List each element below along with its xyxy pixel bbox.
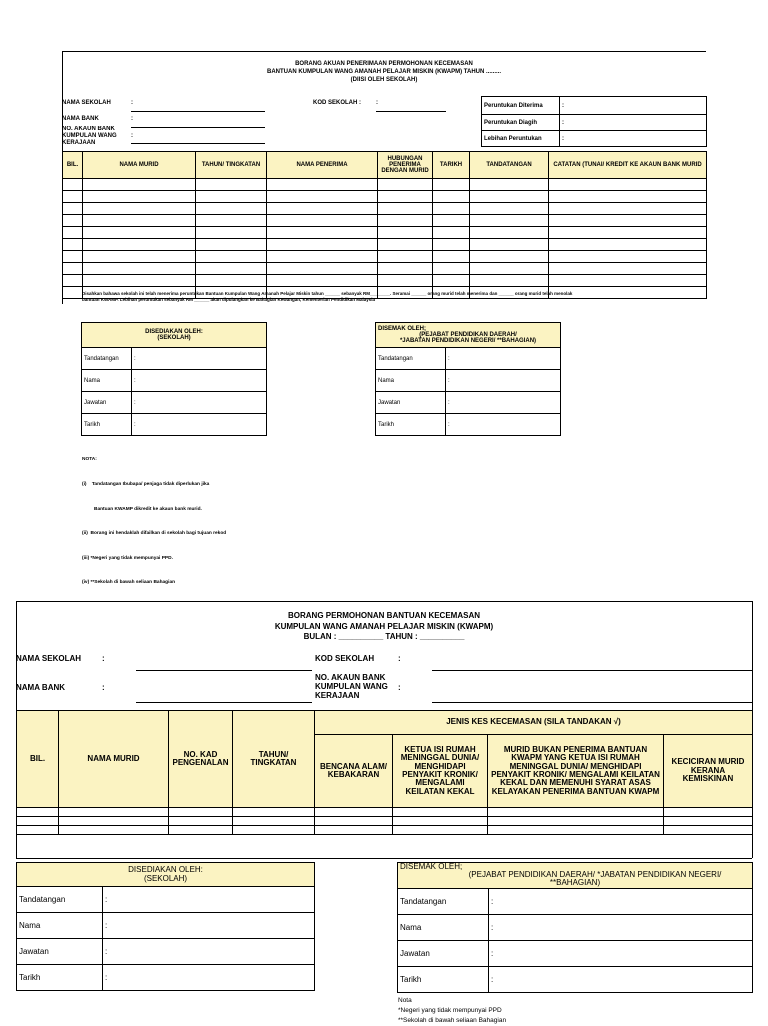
note-line: *Negeri yang tidak mempunyai PPD (398, 1007, 502, 1014)
recipients-table (62, 151, 707, 299)
no-akaun-label: NO. AKAUN BANK KUMPULAN WANG KERAJAAN (62, 126, 117, 146)
f2-checked-nama-field[interactable]: : (489, 914, 753, 940)
recipients-rows[interactable] (63, 179, 707, 299)
form1-title-line1: BORANG AKUAN PENERIMAAN PERMOHONAN KECEMASAN (295, 61, 473, 67)
declaration-line2: bantuan KWAMP. Lebihan peruntukan sebanyak RM ______ akan dipulangkan ke Bahagian Kewangan, Kementerian Pendidikan Malaysia (82, 297, 376, 302)
col-no-kad: NO. KAD PENGENALAN (169, 711, 233, 808)
prepared-tarikh-field[interactable]: : (132, 414, 267, 436)
nama-bank-input[interactable] (131, 127, 265, 128)
checked-tarikh-label: Tarikh (376, 414, 446, 436)
prepared-tarikh-label: Tarikh (82, 414, 132, 436)
col-nama-murid: NAMA MURID (83, 152, 196, 179)
table-row (63, 251, 707, 263)
prepared-jawatan-label: Jawatan (82, 392, 132, 414)
note-line: NOTA: (82, 457, 97, 463)
applications-rows[interactable] (17, 808, 753, 835)
note-line: **Sekolah di bawah seliaan Bahagian (398, 1017, 507, 1024)
table-row (63, 203, 707, 215)
kod-sekolah-input[interactable] (376, 111, 446, 112)
f2-nama-bank-input[interactable] (136, 702, 312, 703)
table-row (63, 227, 707, 239)
table-row (63, 191, 707, 203)
col-catatan: CATATAN (TUNAI/ KREDIT KE AKAUN BANK MURID (549, 152, 707, 179)
no-akaun-colon: : (131, 133, 133, 139)
f2-prepared-jawatan-label: Jawatan (17, 939, 103, 965)
col-tandatangan: TANDATANGAN (470, 152, 549, 179)
no-akaun-input[interactable] (131, 143, 265, 144)
f2-no-akaun-input[interactable] (432, 702, 752, 703)
col-keciciran: KECICIRAN MURID KERANA KEMISKINAN (664, 735, 753, 808)
form1-checked-box (375, 322, 561, 436)
f2-checked-tandatangan-label: Tandatangan (398, 888, 489, 914)
applications-table (16, 710, 753, 835)
table-row (63, 263, 707, 275)
f2-nama-bank-colon: : (102, 683, 105, 692)
prepared-nama-field[interactable]: : (132, 370, 267, 392)
f2-no-akaun-label: NO. AKAUN BANK KUMPULAN WANG KERAJAAN (315, 673, 388, 700)
table-row (17, 817, 753, 826)
f2-checked-tandatangan-field[interactable]: : (489, 888, 753, 914)
nama-bank-colon: : (131, 116, 133, 122)
form2-title (16, 611, 752, 643)
f2-prepared-tandatangan-field[interactable]: : (103, 887, 315, 913)
checked-tandatangan-label: Tandatangan (376, 348, 446, 370)
nama-sekolah-label: NAMA SEKOLAH (62, 100, 111, 106)
table-row (17, 808, 753, 817)
form1-checked-title: DISEMAK OLEH; (PEJABAT PENDIDIKAN DAERAH/ *JABATAN PENDIDIKAN NEGERI/ **BAHAGIAN) (376, 323, 561, 348)
col-nama-penerima: NAMA PENERIMA (267, 152, 378, 179)
nama-bank-label: NAMA BANK (62, 116, 99, 122)
col-bil: BIL. (17, 711, 59, 808)
col-hubungan: HUBUNGAN PENERIMA DENGAN MURID (378, 152, 433, 179)
checked-nama-label: Nama (376, 370, 446, 392)
form1-title-line2: BANTUAN KUMPULAN WANG AMANAH PELAJAR MISKIN (KWAPM) TAHUN ......... (267, 69, 501, 75)
peruntukan-diagih-field[interactable]: : (560, 115, 707, 131)
kod-sekolah-colon: : (376, 100, 378, 106)
nama-sekolah-input[interactable] (131, 111, 265, 112)
form2-checked-box (397, 862, 753, 993)
col-jenis-kes: JENIS KES KECEMASAN (SILA TANDAKAN √) (315, 711, 753, 735)
declaration-line1: Disahkan bahawa sekolah ini telah menerima peruntukan Bantuan Kumpulan Wang Amanah Pelajar Miskin tahun ______ sebanyak RM________. Seramai ______ orang murid telah menerima dan ______ orang murid telah menolak (82, 291, 573, 296)
f2-no-akaun-colon: : (398, 683, 401, 692)
form2-title-line2: KUMPULAN WANG AMANAH PELAJAR MISKIN (KWAPM) (274, 621, 494, 631)
table-row (63, 215, 707, 227)
checked-tandatangan-field[interactable]: : (446, 348, 561, 370)
form1-prepared-title: DISEDIAKAN OLEH: (SEKOLAH) (82, 323, 267, 348)
form2-title-line3: BULAN : __________ TAHUN : __________ (303, 632, 465, 641)
col-tahun: TAHUN/ TINGKATAN (196, 152, 267, 179)
f2-checked-tarikh-label: Tarikh (398, 966, 489, 992)
allocation-table (481, 96, 707, 147)
f2-kod-sekolah-label: KOD SEKOLAH (315, 654, 375, 663)
f2-prepared-nama-label: Nama (17, 913, 103, 939)
form2-notes (398, 996, 698, 1026)
form1-notes (82, 440, 342, 596)
form1-title (62, 60, 706, 84)
note-line: Nota (398, 997, 412, 1004)
checked-jawatan-field[interactable]: : (446, 392, 561, 414)
f2-prepared-jawatan-field[interactable]: : (103, 939, 315, 965)
f2-nama-sekolah-input[interactable] (136, 670, 312, 671)
f2-prepared-nama-field[interactable]: : (103, 913, 315, 939)
form2-title-line1: BORANG PERMOHONAN BANTUAN KECEMASAN (288, 611, 480, 620)
note-line: Bantuan KWAMP dikredit ke akaun bank murid. (82, 506, 202, 512)
form2-prepared-box (16, 862, 315, 991)
col-bencana: BENCANA ALAM/ KEBAKARAN (315, 735, 393, 808)
f2-checked-nama-label: Nama (398, 914, 489, 940)
f2-prepared-tarikh-field[interactable]: : (103, 965, 315, 991)
form2-checked-title: DISEMAK OLEH; (PEJABAT PENDIDIKAN DAERAH/ *JABATAN PENDIDIKAN NEGERI/ **BAHAGIAN) (398, 863, 753, 889)
checked-nama-field[interactable]: : (446, 370, 561, 392)
table-row (17, 826, 753, 835)
prepared-tandatangan-field[interactable]: : (132, 348, 267, 370)
f2-kod-sekolah-colon: : (398, 654, 401, 663)
f2-kod-sekolah-input[interactable] (432, 670, 752, 671)
lebihan-peruntukan-field[interactable]: : (560, 131, 707, 147)
peruntukan-diterima-label: Peruntukan Diterima (482, 97, 560, 115)
table-row (63, 179, 707, 191)
peruntukan-diterima-field[interactable]: : (560, 97, 707, 115)
checked-jawatan-label: Jawatan (376, 392, 446, 414)
table-row (63, 275, 707, 287)
note-line: (i) Tandatangan Ibubapa/ penjaga tidak diperlukan jika (82, 482, 210, 488)
col-ketua: KETUA ISI RUMAH MENINGGAL DUNIA/ MENGHIDAPI PENYAKIT KRONIK/ MENGALAMI KEILATAN KEKAL (393, 735, 488, 808)
prepared-jawatan-field[interactable]: : (132, 392, 267, 414)
form1-title-line3: (DIISI OLEH SEKOLAH) (350, 77, 418, 83)
lebihan-peruntukan-label: Lebihan Peruntukan (482, 131, 560, 147)
col-nama-murid: NAMA MURID (59, 711, 169, 808)
prepared-tandatangan-label: Tandatangan (82, 348, 132, 370)
form1-declaration (82, 291, 706, 303)
note-line: (iii) *Negeri yang tidak mempunyai PPD. (82, 555, 173, 561)
note-line: (ii) Borang ini hendaklah difailkan di sekolah bagi tujuan rekod (82, 531, 227, 537)
f2-prepared-tarikh-label: Tarikh (17, 965, 103, 991)
f2-checked-jawatan-label: Jawatan (398, 940, 489, 966)
f2-nama-sekolah-colon: : (102, 654, 105, 663)
col-tahun: TAHUN/ TINGKATAN (233, 711, 315, 808)
f2-checked-jawatan-field[interactable]: : (489, 940, 753, 966)
peruntukan-diagih-label: Peruntukan Diagih (482, 115, 560, 131)
nama-sekolah-colon: : (131, 100, 133, 106)
checked-tarikh-field[interactable]: : (446, 414, 561, 436)
col-murid-bukan: MURID BUKAN PENERIMA BANTUAN KWAPM YANG KETUA ISI RUMAH MENINGGAL DUNIA/ MENGHIDAPI PENYAKIT KRONIK/ MENGALAMI KEILATAN KEKAL DAN MEMENUHI SYARAT ASAS KELAYAKAN PENERIMA BANTUAN KWAPM (488, 735, 664, 808)
form1-prepared-box (81, 322, 267, 436)
form2-prepared-title: DISEDIAKAN OLEH: (SEKOLAH) (17, 863, 315, 887)
col-tarikh: TARIKH (433, 152, 470, 179)
f2-prepared-tandatangan-label: Tandatangan (17, 887, 103, 913)
f2-nama-sekolah-label: NAMA SEKOLAH (16, 654, 82, 663)
note-line: (iv) **Sekolah di bawah seliaan Bahagian (82, 580, 176, 586)
f2-nama-bank-label: NAMA BANK (16, 683, 66, 692)
prepared-nama-label: Nama (82, 370, 132, 392)
table-row (63, 239, 707, 251)
col-bil: BIL. (63, 152, 83, 179)
kod-sekolah-label: KOD SEKOLAH : (313, 100, 361, 106)
f2-checked-tarikh-field[interactable]: : (489, 966, 753, 992)
